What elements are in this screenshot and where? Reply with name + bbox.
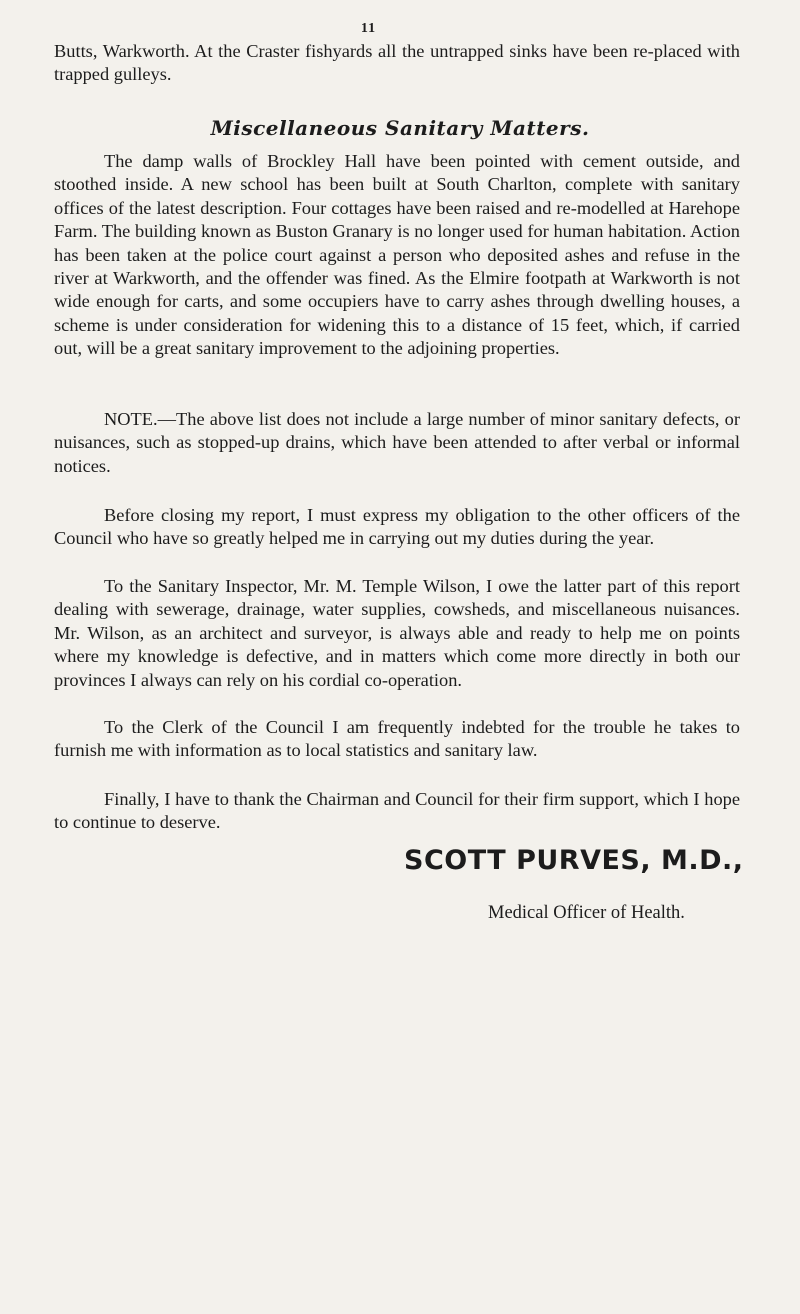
intro-paragraph: Butts, Warkworth. At the Craster fishyards all the untrapped sinks have been re-placed with trapped gulleys. <box>54 41 740 85</box>
page-number: 11 <box>360 21 377 36</box>
paragraph-clerk: To the Clerk of the Council I am frequently indebted for the trouble he takes to furnish me with information as to local statistics and sanitary law. <box>54 717 740 761</box>
signature-name: SCOTT PURVES, M.D., <box>404 845 744 876</box>
paragraph-obligation: Before closing my report, I must express my obligation to the other officers of the Council who have so greatly helped me in carrying out my duties during the year. <box>54 505 740 549</box>
paragraph-closing: Finally, I have to thank the Chairman and Council for their firm support, which I hope to continue to deserve. <box>54 789 740 833</box>
paragraph-sanitary-inspector: To the Sanitary Inspector, Mr. M. Temple Wilson, I owe the latter part of this report dealing with sewerage, drainage, water supplies, cowsheds, and miscellaneous nuisances. Mr. Wilson, as an architect and surveyor, is always able and ready to help me on points where my knowledge is defective, and in matters which come more directly in both our provinces I always can rely on his cordial co-operation. <box>54 576 740 690</box>
signature-title: Medical Officer of Health. <box>488 903 685 923</box>
paragraph-sanitary-works: The damp walls of Brockley Hall have been pointed with cement outside, and stoothed inside. A new school has been built at South Charlton, complete with sanitary offices of the latest description. Four cottages have been raised and re-modelled at Harehope Farm. The building known as Buston Granary is no longer used for human habitation. Action has been taken at the police court against a person who deposited ashes and refuse in the river at Warkworth, and the offender was fined. As the Elmire footpath at Warkworth is not wide enough for carts, and some occupiers have to carry ashes through dwelling houses, a scheme is under consideration for widening this to a distance of 15 feet, which, if carried out, will be a great sanitary improvement to the adjoining properties. <box>54 151 740 359</box>
section-heading: Miscellaneous Sanitary Matters. <box>210 116 590 140</box>
paragraph-note: NOTE.—The above list does not include a large number of minor sanitary defects, or nuisances, such as stopped-up drains, which have been attended to after verbal or informal notices. <box>54 409 740 476</box>
